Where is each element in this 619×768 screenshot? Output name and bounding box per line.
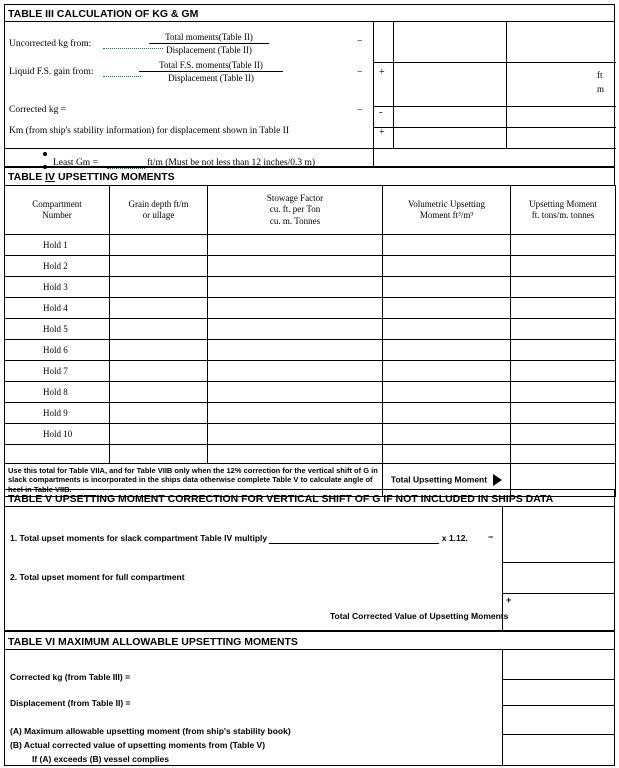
table-row	[5, 403, 616, 424]
table-4-upsetting-moments	[4, 185, 616, 497]
liquid-fs-dotted-rule	[103, 75, 141, 77]
volumetric-moment-cell[interactable]	[383, 361, 511, 382]
table-4-title-numeral: IV	[45, 171, 56, 183]
header-upsetting-moment-l2: ft. tons/m. tonnes	[531, 210, 595, 220]
liquid-fs-numerator: Total F.S. moments(Table II)	[159, 60, 263, 70]
table-5-title: TABLE V UPSETTING MOMENT CORRECTION FOR VERTICAL SHIFT OF G IF NOT INCLUDED IN SHIPS DATA	[4, 489, 615, 507]
compartment-number-cell: Hold 3	[5, 277, 110, 298]
grain-depth-cell[interactable]	[110, 298, 208, 319]
stowage-factor-cell[interactable]	[208, 235, 383, 256]
table-5-minus: −	[488, 532, 494, 542]
total-upsetting-moment-text: Total Upsetting Moment	[390, 474, 488, 485]
table-row	[5, 235, 616, 256]
compartment-number-cell: Hold 6	[5, 340, 110, 361]
table-4-title	[4, 167, 615, 185]
t3-hline-4	[5, 148, 373, 149]
t3-hline-1	[373, 62, 616, 63]
t3-plus-1: +	[379, 67, 385, 78]
t3-plus-2: +	[379, 127, 385, 138]
stowage-factor-cell[interactable]	[208, 361, 383, 382]
table-6-line-a: (A) Maximum allowable upsetting moment (from ship's stability book)	[10, 726, 291, 736]
header-upsetting-moment	[511, 186, 616, 235]
table-row	[5, 256, 616, 277]
bullet-1	[43, 152, 47, 156]
stowage-factor-cell[interactable]	[208, 256, 383, 277]
table-4-note: Use this total for Table VIIA, and for Table VIIB only when the 12% correction for the vertical shift of G in slack compartments is incorporated in the ships data otherwise complete Table V to calculate angle of heel in Table VIIB.	[5, 464, 383, 497]
table-5-line-1-blank[interactable]	[269, 533, 439, 544]
table-row-blank	[5, 445, 616, 464]
blank-cell[interactable]	[383, 445, 511, 464]
grain-depth-cell[interactable]	[110, 319, 208, 340]
t3-vline-1	[373, 22, 374, 166]
blank-cell[interactable]	[5, 445, 110, 464]
table-row	[5, 382, 616, 403]
grain-depth-cell[interactable]	[110, 235, 208, 256]
header-stowage-factor-l1: Stowage Factor	[266, 193, 324, 204]
compartment-number-cell: Hold 1	[5, 235, 110, 256]
volumetric-moment-cell[interactable]	[383, 319, 511, 340]
table-4-title-prefix: TABLE	[8, 171, 46, 183]
compartment-number-cell: Hold 9	[5, 403, 110, 424]
liquid-fs-fraction	[139, 60, 283, 83]
uncorrected-kg-denominator: Displacement (Table II)	[149, 43, 269, 55]
right-arrow-icon	[493, 474, 502, 486]
table-4-header-row	[5, 186, 616, 235]
table-5-plus: +	[506, 595, 512, 605]
table-5-line-2: 2. Total upset moment for full compartment	[10, 572, 185, 582]
table-6-title: TABLE VI MAXIMUM ALLOWABLE UPSETTING MOMENTS	[4, 631, 615, 650]
stowage-factor-cell[interactable]	[208, 424, 383, 445]
header-volumetric-l2: Moment ft³/m³	[419, 210, 474, 220]
corrected-kg-label: Corrected kg =	[9, 105, 67, 115]
header-volumetric-l1: Volumetric Upsetting	[407, 198, 486, 209]
header-volumetric-upsetting-moment	[383, 186, 511, 235]
table-6-displacement: Displacement (from Table II) =	[10, 698, 131, 708]
header-grain-depth-l2: or ullage	[142, 210, 175, 220]
header-stowage-factor-l2: cu. ft. per Ton	[269, 204, 321, 215]
t3-minus-2: −	[357, 67, 363, 78]
header-compartment-number-l1: Compartment	[32, 198, 82, 209]
table-5-line-3: Total Corrected Value of Upsetting Moments	[330, 611, 509, 621]
upsetting-moment-cell[interactable]	[511, 298, 616, 319]
header-grain-depth-l1: Grain depth ft/m	[128, 198, 189, 209]
table-6-container	[4, 650, 615, 766]
upsetting-moment-cell[interactable]	[511, 361, 616, 382]
grain-depth-cell[interactable]	[110, 361, 208, 382]
grain-depth-cell[interactable]	[110, 424, 208, 445]
t6-hline-1	[502, 679, 614, 680]
header-upsetting-moment-l1: Upsetting Moment	[529, 198, 597, 209]
table-5-line-1	[10, 533, 468, 544]
t3-hline-3	[373, 127, 616, 128]
t3-vline-3	[393, 22, 394, 148]
header-grain-depth	[110, 186, 208, 235]
blank-cell[interactable]	[208, 445, 383, 464]
upsetting-moment-cell[interactable]	[511, 319, 616, 340]
volumetric-moment-cell[interactable]	[383, 340, 511, 361]
volumetric-moment-cell[interactable]	[383, 424, 511, 445]
upsetting-moment-cell[interactable]	[511, 403, 616, 424]
km-label: Km (from ship's stability information) for displacement shown in Table II	[9, 126, 290, 136]
table-row	[5, 298, 616, 319]
upsetting-moment-cell[interactable]	[511, 424, 616, 445]
least-gm-label: Least Gm =	[53, 158, 98, 168]
grain-depth-cell[interactable]	[110, 256, 208, 277]
unit-ft-label: ft	[597, 70, 603, 80]
compartment-number-cell: Hold 5	[5, 319, 110, 340]
table-row	[5, 340, 616, 361]
table-5-line-1-text: 1. Total upset moments for slack compartment Table IV multiply	[10, 533, 268, 543]
header-stowage-factor-l3: cu. m. Tonnes	[269, 215, 321, 226]
table-6-line-complies: If (A) exceeds (B) vessel complies	[32, 754, 170, 764]
t5-hline-1	[502, 562, 614, 563]
header-compartment-number-l2: Number	[42, 210, 72, 220]
table-3-body	[5, 22, 614, 166]
upsetting-moment-cell[interactable]	[511, 277, 616, 298]
upsetting-moment-cell[interactable]	[511, 256, 616, 277]
table-5-body	[5, 507, 614, 630]
volumetric-moment-cell[interactable]	[383, 235, 511, 256]
compartment-number-cell: Hold 2	[5, 256, 110, 277]
grain-depth-cell[interactable]	[110, 340, 208, 361]
table-row	[5, 361, 616, 382]
stowage-factor-cell[interactable]	[208, 298, 383, 319]
table-5-container	[4, 507, 615, 631]
least-gm-units-label: ft/m (Must be not less than 12 inches/0.3 m)	[147, 158, 316, 168]
liquid-fs-gain-label: Liquid F.S. gain from:	[9, 67, 94, 77]
compartment-number-cell: Hold 4	[5, 298, 110, 319]
volumetric-moment-cell[interactable]	[383, 256, 511, 277]
upsetting-moment-cell[interactable]	[511, 382, 616, 403]
table-3-title: TABLE III CALCULATION OF KG & GM	[5, 5, 614, 22]
volumetric-moment-cell[interactable]	[383, 403, 511, 424]
blank-cell[interactable]	[511, 445, 616, 464]
stowage-factor-cell[interactable]	[208, 382, 383, 403]
header-stowage-factor	[208, 186, 383, 235]
compartment-number-cell: Hold 8	[5, 382, 110, 403]
volumetric-moment-cell[interactable]	[383, 298, 511, 319]
uncorrected-kg-numerator: Total moments(Table II)	[165, 32, 253, 42]
t5-hline-2	[502, 593, 614, 594]
unit-m-label: m	[597, 84, 605, 94]
table-4-title-suffix: UPSETTING MOMENTS	[55, 171, 175, 183]
grain-depth-cell[interactable]	[110, 382, 208, 403]
liquid-fs-denominator: Displacement (Table II)	[139, 71, 283, 83]
table-3-container	[4, 4, 615, 167]
header-compartment-number	[5, 186, 110, 235]
volumetric-moment-cell[interactable]	[383, 382, 511, 403]
t3-hline-2	[373, 106, 616, 107]
volumetric-moment-cell[interactable]	[383, 277, 511, 298]
uncorrected-kg-fraction	[149, 32, 269, 55]
table-row	[5, 424, 616, 445]
t3-vline-2	[506, 22, 507, 148]
grain-depth-cell[interactable]	[110, 403, 208, 424]
blank-cell[interactable]	[110, 445, 208, 464]
table-row	[5, 277, 616, 298]
t6-hline-3	[502, 734, 614, 735]
table-5-line-1-suffix: x 1.12.	[441, 533, 468, 543]
upsetting-moment-cell[interactable]	[511, 340, 616, 361]
t3-hline-5	[373, 148, 616, 149]
compartment-number-cell: Hold 10	[5, 424, 110, 445]
table-4-rows	[5, 235, 616, 497]
t6-vline-1	[502, 650, 503, 765]
t3-minus-value: -	[379, 107, 383, 118]
stowage-factor-cell[interactable]	[208, 340, 383, 361]
stowage-factor-cell[interactable]	[208, 403, 383, 424]
uncorrected-kg-label: Uncorrected kg from:	[9, 39, 92, 49]
stowage-factor-cell[interactable]	[208, 277, 383, 298]
upsetting-moment-cell[interactable]	[511, 235, 616, 256]
stowage-factor-cell[interactable]	[208, 319, 383, 340]
table-6-corrected-kg: Corrected kg (from Table III) =	[10, 672, 131, 682]
t3-minus-1: −	[357, 36, 363, 47]
t6-hline-2	[502, 705, 614, 706]
table-6-line-b: (B) Actual corrected value of upsetting moments from (Table V)	[10, 740, 266, 750]
compartment-number-cell: Hold 7	[5, 361, 110, 382]
t3-minus-3: −	[357, 105, 363, 116]
table-row	[5, 319, 616, 340]
grain-depth-cell[interactable]	[110, 277, 208, 298]
table-6-body	[5, 650, 614, 765]
